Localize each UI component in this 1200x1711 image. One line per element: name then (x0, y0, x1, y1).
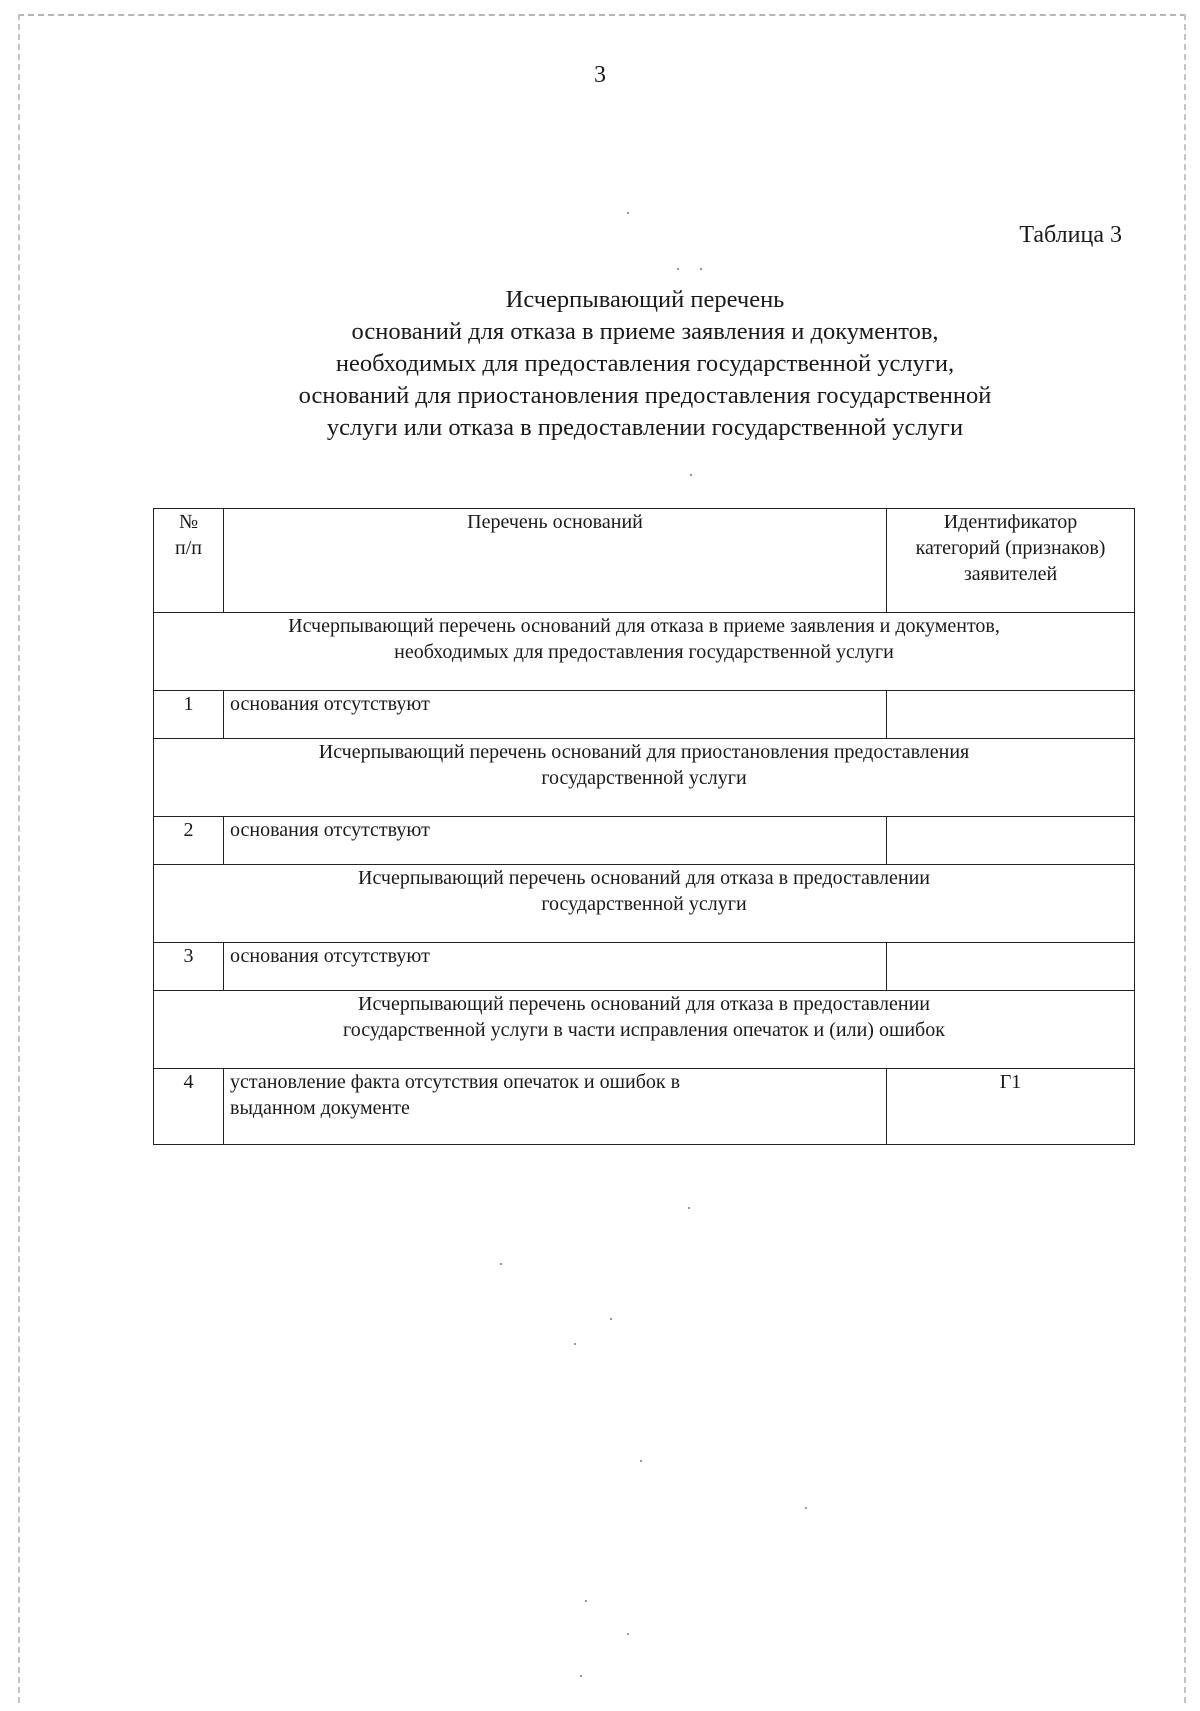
row-number: 3 (154, 943, 224, 991)
scan-speck (585, 1600, 587, 1602)
row-category (887, 817, 1135, 865)
scan-speck (688, 1207, 690, 1209)
row-number: 1 (154, 691, 224, 739)
row-reason: основания отсутствуют (224, 691, 887, 739)
row-reason: основания отсутствуют (224, 817, 887, 865)
section-row (154, 865, 1135, 943)
heading-line: услуги или отказа в предоставлении государственной услуги (326, 414, 964, 441)
header-category-line: категорий (признаков) (915, 537, 1106, 559)
header-number-line: п/п (175, 537, 202, 559)
row-reason-line: выданном документе (230, 1097, 410, 1119)
row-number: 2 (154, 817, 224, 865)
section-row (154, 739, 1135, 817)
table-row (154, 691, 1135, 739)
table-caption: Таблица 3 (1019, 222, 1122, 248)
row-reason (224, 1069, 887, 1145)
header-category-line: заявителей (963, 563, 1058, 585)
scan-speck (640, 1460, 642, 1462)
section-title (154, 739, 1135, 817)
section-title-line: Исчерпывающий перечень оснований для отказа в приеме заявления и документов, (288, 615, 1000, 637)
section-title (154, 991, 1135, 1069)
section-title-line: государственной услуги (541, 767, 747, 789)
scan-speck (627, 212, 629, 214)
header-category-line: Идентификатор (943, 511, 1078, 533)
section-title-line: государственной услуги в части исправления опечаток и (или) ошибок (343, 1019, 945, 1041)
heading-line: оснований для отказа в приеме заявления и документов, (351, 318, 939, 345)
header-reasons: Перечень оснований (224, 509, 887, 613)
scan-speck (690, 474, 692, 476)
heading-line: Исчерпывающий перечень (505, 286, 785, 313)
section-title (154, 613, 1135, 691)
scan-border-right (1184, 14, 1186, 1703)
section-title-line: государственной услуги (541, 893, 747, 915)
scan-speck (580, 1675, 582, 1677)
row-number: 4 (154, 1069, 224, 1145)
section-row (154, 991, 1135, 1069)
scan-border-left (18, 14, 20, 1703)
scan-speck (574, 1343, 576, 1345)
row-reason: основания отсутствуют (224, 943, 887, 991)
section-title-line: необходимых для предоставления государственной услуги (394, 641, 894, 663)
heading-line: оснований для приостановления предоставления государственной (298, 382, 992, 409)
table-row (154, 943, 1135, 991)
section-title-line: Исчерпывающий перечень оснований для отказа в предоставлении (358, 867, 930, 889)
scan-speck (677, 268, 679, 270)
scan-speck (805, 1507, 807, 1509)
header-category (887, 509, 1135, 613)
section-title-line: Исчерпывающий перечень оснований для отказа в предоставлении (358, 993, 930, 1015)
heading-line: необходимых для предоставления государственной услуги, (335, 350, 955, 377)
grounds-table (153, 508, 1135, 1145)
scan-speck (610, 1318, 612, 1320)
row-category (887, 943, 1135, 991)
row-category (887, 691, 1135, 739)
scan-speck (500, 1263, 502, 1265)
header-number-line: № (178, 511, 199, 533)
table-row (154, 817, 1135, 865)
table-header-row (154, 509, 1135, 613)
row-category: Г1 (887, 1069, 1135, 1145)
page-number: 3 (594, 62, 606, 88)
table-heading (130, 284, 1160, 444)
table-row (154, 1069, 1135, 1145)
section-title-line: Исчерпывающий перечень оснований для приостановления предоставления (318, 741, 970, 763)
section-title (154, 865, 1135, 943)
scan-border-top (18, 14, 1186, 16)
section-row (154, 613, 1135, 691)
scan-speck (627, 1633, 629, 1635)
header-number (154, 509, 224, 613)
scan-speck (700, 268, 702, 270)
row-reason-line: установление факта отсутствия опечаток и ошибок в (230, 1071, 681, 1093)
